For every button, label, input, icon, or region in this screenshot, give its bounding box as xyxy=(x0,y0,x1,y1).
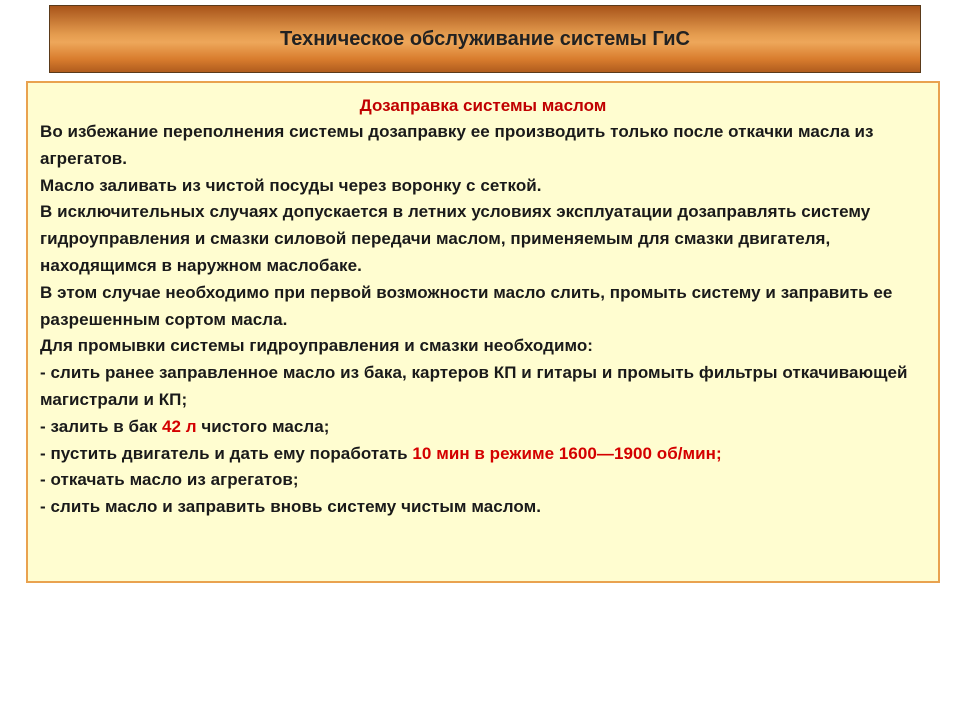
step-run-engine-text: - пустить двигатель и дать ему поработать xyxy=(40,443,413,463)
step-fill-tank xyxy=(40,414,926,441)
step-run-engine xyxy=(40,441,926,468)
step-fill-tank-text-end: чистого масла; xyxy=(196,416,330,436)
step-fill-tank-text-start: - залить в бак xyxy=(40,416,162,436)
slide-title-bar xyxy=(49,5,921,73)
content-box xyxy=(26,81,940,583)
step-pump-out: - откачать масло из агрегатов; xyxy=(40,470,299,490)
paragraph-funnel: Масло заливать из чистой посуды через воронку с сеткой. xyxy=(40,175,542,195)
paragraph-drain-flush: В этом случае необходимо при первой возможности масло слить, промыть систему и заправить ее разрешенным сортом масла. xyxy=(40,282,893,329)
step-run-engine-mode: 10 мин в режиме 1600—1900 об/мин; xyxy=(412,443,722,463)
section-subtitle: Дозаправка системы маслом xyxy=(359,96,607,115)
step-drain-old-oil: - слить ранее заправленное масло из бака, картеров КП и гитары и промыть фильтры откачивающей магистрали и КП; xyxy=(40,363,908,409)
paragraph-exceptional-cases: В исключительных случаях допускается в летних условиях эксплуатации дозаправлять систему гидроуправления и смазки силовой передачи маслом, применяемым для смазки двигателя, находящимся в наружном маслобаке. xyxy=(40,202,871,275)
paragraph-overfill: Во избежание переполнения системы дозаправку ее производить только после откачки масла из агрегатов. xyxy=(40,122,874,168)
paragraph-flush-intro: Для промывки системы гидроуправления и смазки необходимо: xyxy=(40,336,594,356)
step-refill: - слить масло и заправить вновь систему чистым маслом. xyxy=(40,497,541,517)
slide-title: Техническое обслуживание системы ГиС xyxy=(280,27,690,50)
step-fill-tank-volume: 42 л xyxy=(161,416,197,436)
